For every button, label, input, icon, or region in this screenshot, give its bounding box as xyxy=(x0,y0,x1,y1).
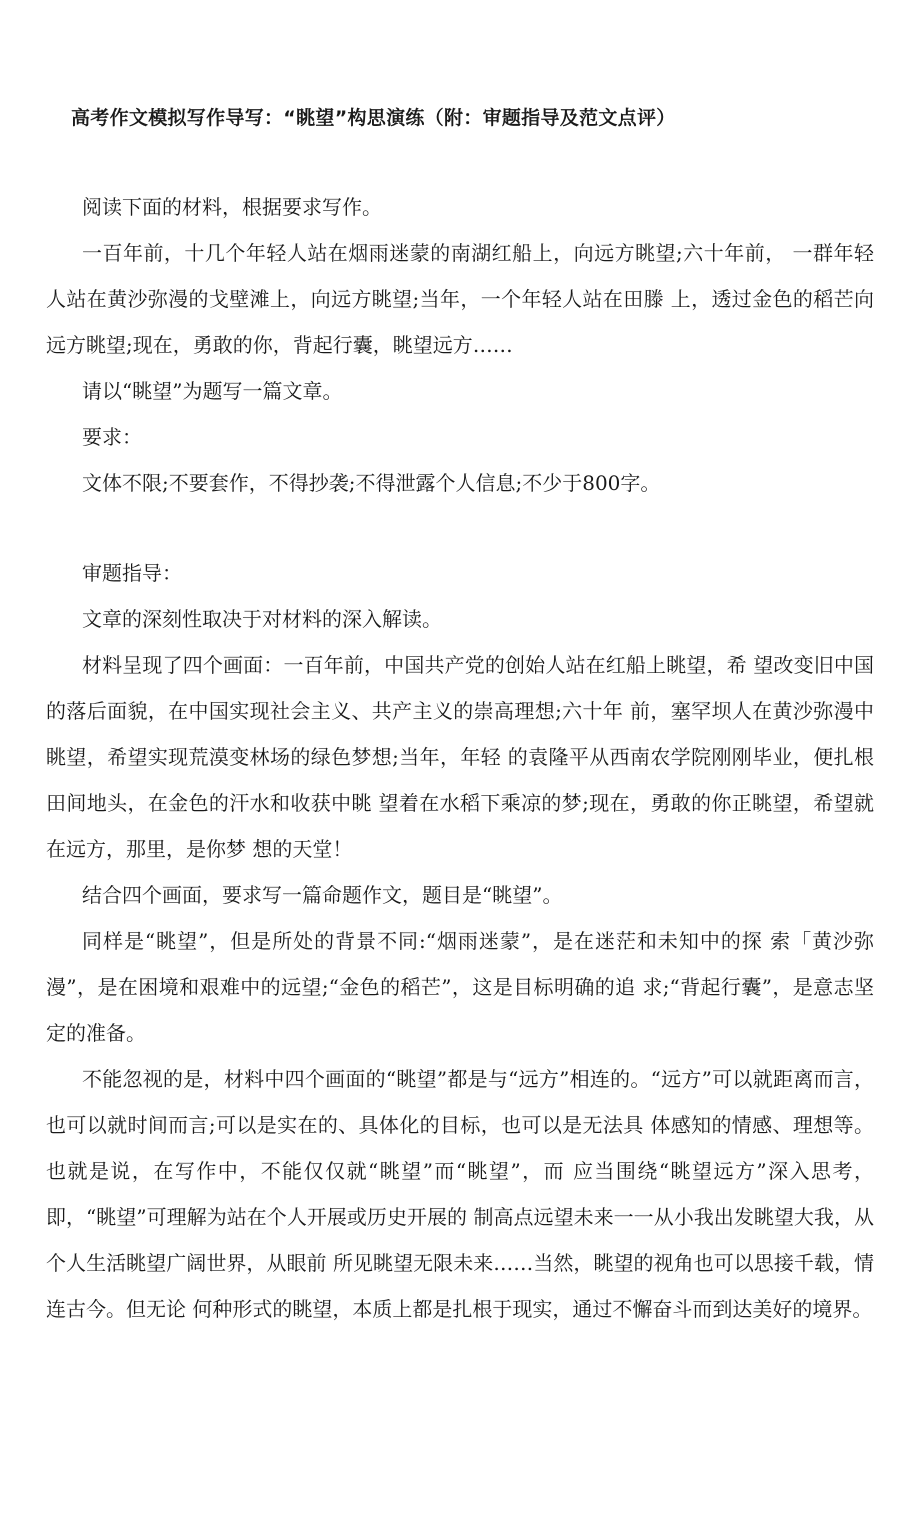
prompt-task: 请以“眺望”为题写一篇文章。 xyxy=(82,379,343,403)
guidance-paragraph: 材料呈现了四个画面：一百年前，中国共产党的创始人站在红船上眺望，希 望改变旧中国的落后面貌，在中国实现社会主义、共产主义的崇高理想;六十年 前，塞罕坝人在黄沙弥漫中眺望，希望实现荒漠变林场的绿色梦想;当年，年轻 的袁隆平从西南农学院刚刚毕业，便扎根田间地头，在金色的汗水和收获中眺 望着在水稻下乘凉的梦;现在，勇敢的你正眺望，希望就在远方，那里，是你梦 想的天堂！ xyxy=(46,653,874,861)
prompt-material: 一百年前，十几个年轻人站在烟雨迷蒙的南湖红船上，向远方眺望;六十年前， 一群年轻人站在黄沙弥漫的戈壁滩上，向远方眺望;当年，一个年轻人站在田滕 上，透过金色的稻芒向远方眺望;现在，勇敢的你，背起行囊，眺望远方…… xyxy=(46,241,874,357)
document-title: 高考作文模拟写作导写：“眺望”构思演练（附：审题指导及范文点评） xyxy=(71,107,676,129)
guidance-paragraph: 不能忽视的是，材料中四个画面的“眺望”都是与“远方”相连的。“远方”可以就距离而言，也可以就时间而言;可以是实在的、具体化的目标，也可以是无法具 体感知的情感、理想等。也就是说，在写作中，不能仅仅就“眺望”而“眺望”，而 应当围绕“眺望远方”深入思考，即，“眺望”可理解为站在个人开展或历史开展的 制高点远望未来一一从小我出发眺望大我，从个人生活眺望广阔世界，从眼前 所见眺望无限未来……当然，眺望的视角也可以思接千载，情连古今。但无论 何种形式的眺望，本质上都是扎根于现实，通过不懈奋斗而到达美好的境界。 xyxy=(46,1067,874,1321)
guidance-heading: 审题指导： xyxy=(82,561,182,585)
guidance-paragraph: 文章的深刻性取决于对材料的深入解读。 xyxy=(82,607,442,631)
guidance-paragraph: 同样是“眺望”，但是所处的背景不同:“烟雨迷蒙”，是在迷茫和未知中的探 索「黄沙弥漫”，是在困境和艰难中的远望;“金色的稻芒”，这是目标明确的追 求;“背起行囊”，是意志坚定的准备。 xyxy=(46,929,874,1045)
requirements-text: 文体不限;不要套作，不得抄袭;不得泄露个人信息;不少于800字。 xyxy=(82,471,661,495)
guidance-paragraph: 结合四个画面，要求写一篇命题作文，题目是“眺望”。 xyxy=(82,883,563,907)
prompt-intro: 阅读下面的材料，根据要求写作。 xyxy=(82,195,382,219)
requirements-label: 要求： xyxy=(82,425,142,449)
document-body xyxy=(46,184,874,1332)
